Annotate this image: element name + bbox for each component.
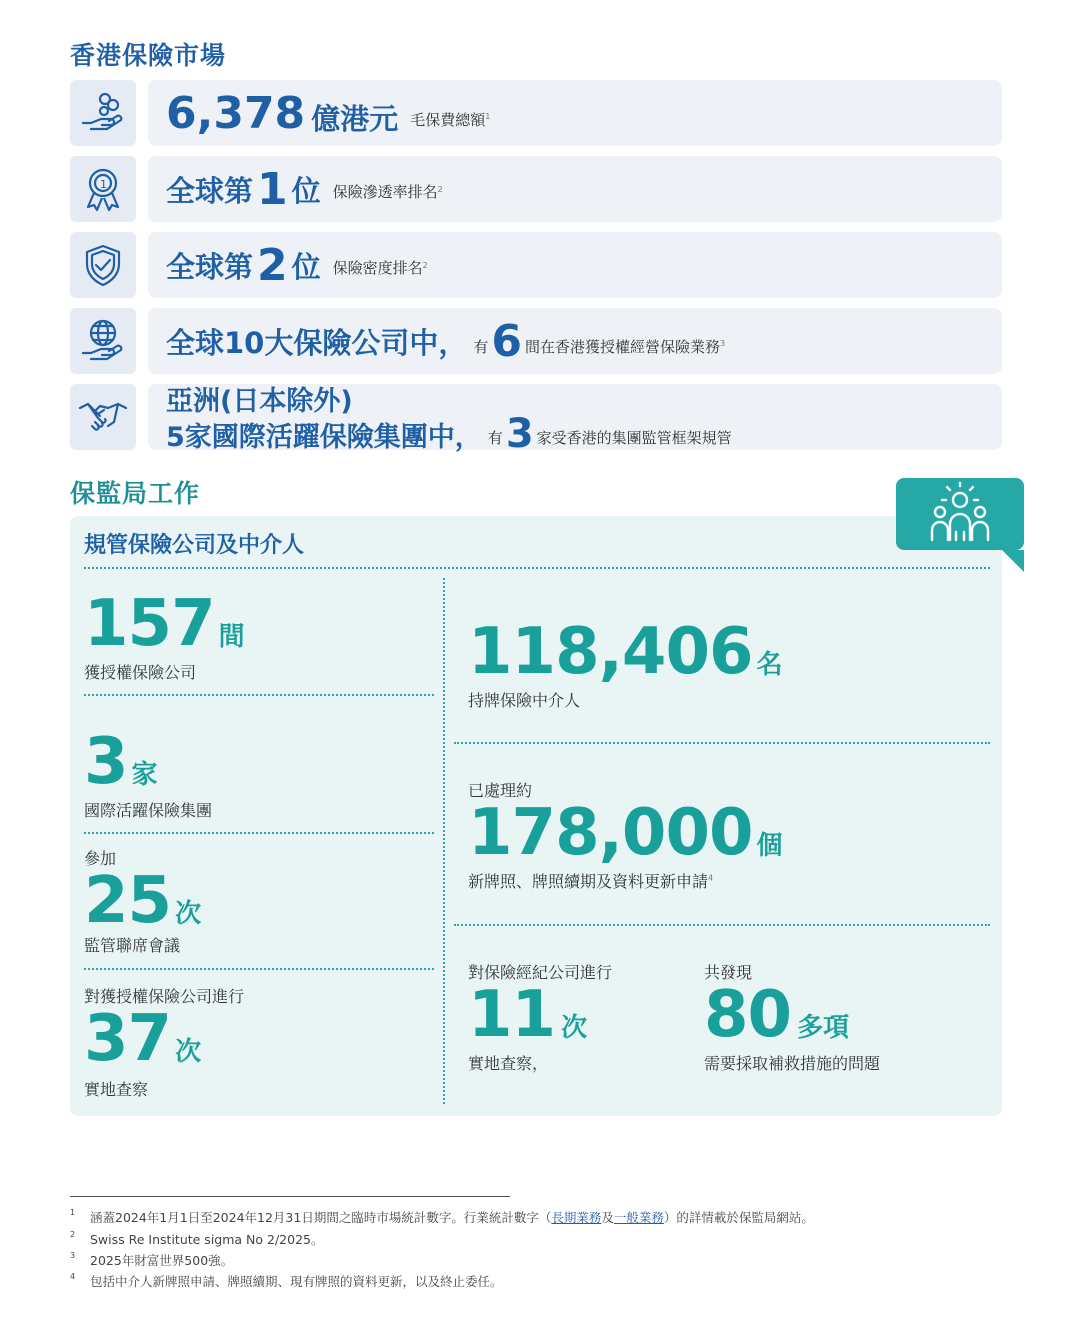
iaig-label: 家受香港的集團監管框架規管 xyxy=(536,429,732,447)
stat-prefix: 參加 xyxy=(84,849,117,868)
iaig-line1: 亞洲(日本除外) xyxy=(166,386,353,417)
svg-text:1: 1 xyxy=(100,178,107,191)
stat-unit: 間 xyxy=(218,622,245,652)
team-icon xyxy=(896,478,1024,550)
top10-number: 6 xyxy=(491,315,522,367)
stat-unit: 次 xyxy=(175,1037,202,1067)
stat-unit: 次 xyxy=(561,1013,588,1043)
rank-suffix: 位 xyxy=(291,249,321,284)
iaig-number: 3 xyxy=(505,411,534,457)
stat-prefix: 對獲授權保險公司進行 xyxy=(84,987,245,1006)
stat-intermediaries xyxy=(468,615,783,711)
stat-unit: 家 xyxy=(131,760,158,790)
footnote-ref: 3 xyxy=(720,338,726,348)
stat-insurance-groups xyxy=(84,725,213,821)
market-row-penetration xyxy=(70,156,1002,222)
market-row-density xyxy=(70,232,1002,298)
market-row-premium xyxy=(70,80,1002,146)
footnote-ref: 1 xyxy=(485,111,491,121)
handshake-icon xyxy=(70,384,136,450)
footnote-4: 4 包括中介人新牌照申請、牌照續期、現有牌照的資料更新，以及終止委任。 xyxy=(70,1272,503,1289)
rank-suffix: 位 xyxy=(291,173,321,208)
stat-unit: 名 xyxy=(756,650,783,680)
footnote-1: 1 涵蓋2024年1月1日至2024年12月31日期間之臨時市場統計數字。行業統計數字（長期業務及一般業務）的詳情載於保監局網站。 xyxy=(70,1208,814,1225)
stat-label: 持牌保險中介人 xyxy=(468,691,581,710)
stat-applications xyxy=(468,778,783,892)
rank-label: 保險滲透率排名 xyxy=(332,182,438,201)
regulator-subtitle: 規管保險公司及中介人 xyxy=(84,533,305,558)
market-row-iaig xyxy=(70,384,1002,457)
stat-onsite-insurers xyxy=(84,984,244,1100)
stat-number: 3 xyxy=(84,725,128,799)
coins-hand-icon xyxy=(70,80,136,146)
stat-prefix: 對保險經紀公司進行 xyxy=(468,963,613,982)
rank-number: 1 xyxy=(257,163,288,215)
general-business-link[interactable]: 一般業務 xyxy=(613,1210,664,1225)
iaig-has: 有 xyxy=(487,429,503,447)
premium-value: 6,378 xyxy=(166,87,306,139)
rank-number: 2 xyxy=(257,239,288,291)
top10-has: 有 xyxy=(473,337,489,356)
stat-number: 25 xyxy=(84,864,172,938)
premium-unit: 億港元 xyxy=(311,101,399,136)
stat-authorized-insurers xyxy=(84,587,245,683)
stat-label: 需要採取補救措施的問題 xyxy=(704,1054,881,1073)
rank-label: 保險密度排名 xyxy=(332,258,423,277)
stat-prefix: 已處理約 xyxy=(468,781,533,800)
iaig-line2: 5家國際活躍保險集團中， xyxy=(166,422,482,453)
stat-label: 實地查察， xyxy=(468,1054,549,1073)
stat-number: 118,406 xyxy=(468,615,753,689)
stat-label: 實地查察 xyxy=(84,1080,149,1099)
rank-prefix: 全球第 xyxy=(166,249,254,284)
long-term-business-link[interactable]: 長期業務 xyxy=(551,1210,602,1225)
stat-unit: 次 xyxy=(175,899,202,929)
shield-check-icon xyxy=(70,232,136,298)
stat-number: 37 xyxy=(84,1002,172,1076)
stat-number: 178,000 xyxy=(468,796,753,870)
stat-number: 157 xyxy=(84,587,215,661)
stat-unit: 多項 xyxy=(797,1013,850,1043)
regulator-title: 保監局工作 xyxy=(70,479,201,508)
premium-label: 毛保費總額 xyxy=(410,110,486,129)
market-row-top10 xyxy=(70,308,1002,374)
top10-label: 間在香港獲授權經營保險業務 xyxy=(525,337,721,356)
stat-number: 80 xyxy=(704,978,792,1052)
footnote-divider xyxy=(70,1196,510,1197)
stat-onsite-brokers xyxy=(468,960,612,1074)
market-title: 香港保險市場 xyxy=(70,41,227,70)
stat-number: 11 xyxy=(468,978,556,1052)
footnote-3: 3 2025年財富世界500強。 xyxy=(70,1251,234,1268)
stat-supervisory-colleges xyxy=(84,846,201,956)
footnote-ref: 2 xyxy=(422,260,428,270)
rank-prefix: 全球第 xyxy=(166,173,254,208)
globe-hand-icon xyxy=(70,308,136,374)
top10-lead: 全球10大保險公司中， xyxy=(166,325,468,360)
stat-label: 監管聯席會議 xyxy=(84,936,181,955)
stat-unit: 個 xyxy=(756,831,783,861)
footnote-ref: 2 xyxy=(437,184,443,194)
stat-prefix: 共發現 xyxy=(704,963,753,982)
footnote-2: 2 Swiss Re Institute sigma No 2/2025。 xyxy=(70,1230,324,1247)
footnote-ref: 4 xyxy=(708,873,714,883)
stat-label: 國際活躍保險集團 xyxy=(84,801,213,820)
stat-label: 獲授權保險公司 xyxy=(84,663,197,682)
award-ribbon-icon xyxy=(70,156,136,222)
stat-issues-found xyxy=(704,960,880,1074)
stat-label: 新牌照、牌照續期及資料更新申請 xyxy=(468,872,709,891)
